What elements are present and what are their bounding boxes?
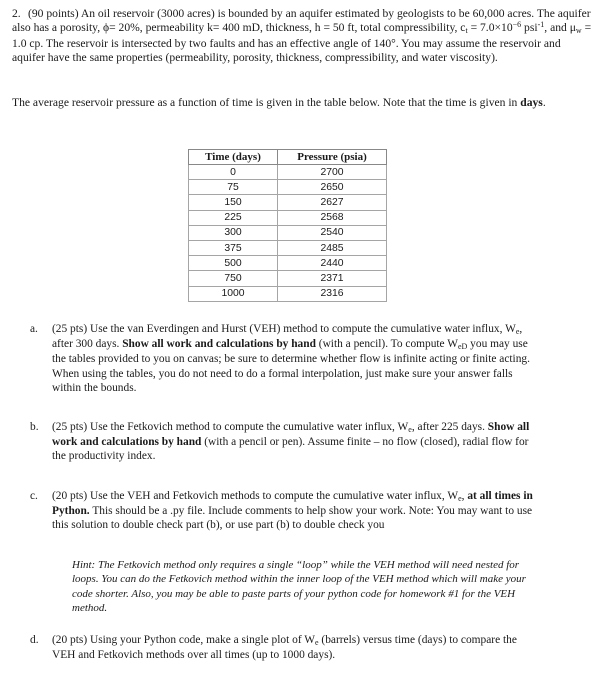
table-row — [189, 225, 387, 240]
question-b-text-1: (25 pts) Use the Fetkovich method to compute the cumulative water influx, W — [52, 421, 409, 433]
pressure-cell: 2440 — [278, 256, 387, 271]
table-row — [189, 271, 387, 286]
time-cell: 0 — [189, 165, 278, 180]
intro-text: (90 points) An oil reservoir (3000 acres) is bounded by an aquifer estimated by geologists to be 60,000 acres. The aquifer also has a porosity, ϕ= 20%, permeability k= 400 mD, thickness, h = 50 ft, total compressibility, c — [12, 7, 591, 35]
question-b — [30, 420, 540, 464]
table-row — [189, 165, 387, 180]
pressure-cell: 2371 — [278, 271, 387, 286]
time-cell: 150 — [189, 195, 278, 210]
time-cell: 75 — [189, 180, 278, 195]
hint-text: Hint: The Fetkovich method only requires a single “loop” while the VEH method will need nested for loops. You can do the Fetkovich method within the inner loop of the VEH method which will make your code shorter. Also, you may be able to paste parts of your python code for homework #1 for the VEH method. — [72, 559, 526, 614]
we-subscript: e — [315, 638, 319, 647]
pressure-cell: 2485 — [278, 240, 387, 255]
ct-subscript: t — [465, 26, 468, 36]
question-a-text-2: , after 300 days. — [52, 323, 523, 351]
pressure-cell: 2700 — [278, 165, 387, 180]
intro-text-after: = 1.0 cp. The reservoir is intersected by two faults and has an effective angle of 140°. You may assume the reservoir and aquifer have the same properties (permeability, porosity, thickness, compressibility, and water viscosity). — [12, 21, 592, 65]
pressure-time-table — [188, 149, 387, 302]
table-header-row — [189, 150, 387, 165]
question-a-text-1: (25 pts) Use the van Everdingen and Hurst (VEH) method to compute the cumulative water influx, W — [52, 323, 516, 335]
mu-text: , and μ — [544, 21, 576, 35]
time-cell: 375 — [189, 240, 278, 255]
time-cell: 225 — [189, 210, 278, 225]
question-c — [30, 489, 540, 533]
question-b-text-3: (with a pencil or pen). Assume finite – no flow (closed), radial flow for the productivity index. — [52, 436, 529, 463]
psi-unit: psi — [521, 21, 538, 35]
question-d-text-2: (barrels) versus time (days) to compare the VEH and Fetkovich methods over all times (up to 1000 days). — [52, 634, 517, 662]
we-subscript: e — [458, 494, 462, 503]
table-row — [189, 256, 387, 271]
ct-exponent: −6 — [512, 20, 522, 30]
we-subscript: e — [408, 425, 412, 434]
question-c-label: c. — [30, 490, 38, 502]
question-a-text-3: (with a pencil). To compute W — [315, 338, 458, 351]
wed-subscript: eD — [458, 342, 468, 352]
pressure-cell: 2316 — [278, 286, 387, 301]
time-cell: 300 — [189, 225, 278, 240]
question-c-bold: at all times in Python. — [52, 490, 533, 518]
lead-end: . — [542, 96, 546, 109]
question-a — [30, 322, 540, 395]
question-a-label: a. — [30, 323, 38, 335]
question-d — [30, 633, 540, 662]
ct-value: = 7.0×10 — [467, 21, 513, 35]
table-row — [189, 240, 387, 255]
we-subscript: e — [515, 327, 520, 336]
time-cell: 1000 — [189, 286, 278, 301]
time-cell: 750 — [189, 271, 278, 286]
table-lead-text — [12, 96, 592, 110]
question-b-label: b. — [30, 421, 39, 433]
problem-intro — [12, 7, 592, 66]
header-time: Time (days) — [189, 150, 278, 165]
table-row — [189, 286, 387, 301]
header-pressure: Pressure (psia) — [278, 150, 387, 165]
table-row — [189, 180, 387, 195]
question-d-label: d. — [30, 634, 39, 646]
table-row — [189, 210, 387, 225]
table-row — [189, 195, 387, 210]
time-cell: 500 — [189, 256, 278, 271]
pressure-cell: 2627 — [278, 195, 387, 210]
lead-bold: days — [520, 96, 543, 109]
question-c-text-2: , — [461, 490, 468, 502]
question-a-text-4: you may use the tables provided to you on canvas; be sure to determine whether flow is infinite acting or finite acting. When using the tables, you do not need to do a formal interpolation, just make sure your answer falls within the bounds. — [52, 338, 530, 394]
problem-number: 2. — [12, 7, 21, 20]
pressure-cell: 2540 — [278, 225, 387, 240]
question-d-text-1: (20 pts) Using your Python code, make a single plot of W — [52, 634, 316, 646]
psi-exponent: -1 — [537, 20, 545, 30]
question-b-bold: Show all work and calculations by hand — [52, 421, 530, 449]
lead-text: The average reservoir pressure as a function of time is given in the table below. Note that the time is given in — [12, 96, 521, 109]
mu-subscript: w — [575, 26, 582, 36]
question-a-bold: Show all work and calculations by hand — [122, 338, 316, 351]
question-c-text-1: (20 pts) Use the VEH and Fetkovich methods to compute the cumulative water influx, W — [52, 490, 459, 502]
pressure-cell: 2568 — [278, 210, 387, 225]
question-c-text-3: This should be a .py file. Include comments to help show your work. Note: You may want to use this solution to double check part (b), or use part (b) to double check you — [52, 505, 533, 532]
question-b-text-2: , after 225 days. — [411, 421, 488, 433]
pressure-cell: 2650 — [278, 180, 387, 195]
